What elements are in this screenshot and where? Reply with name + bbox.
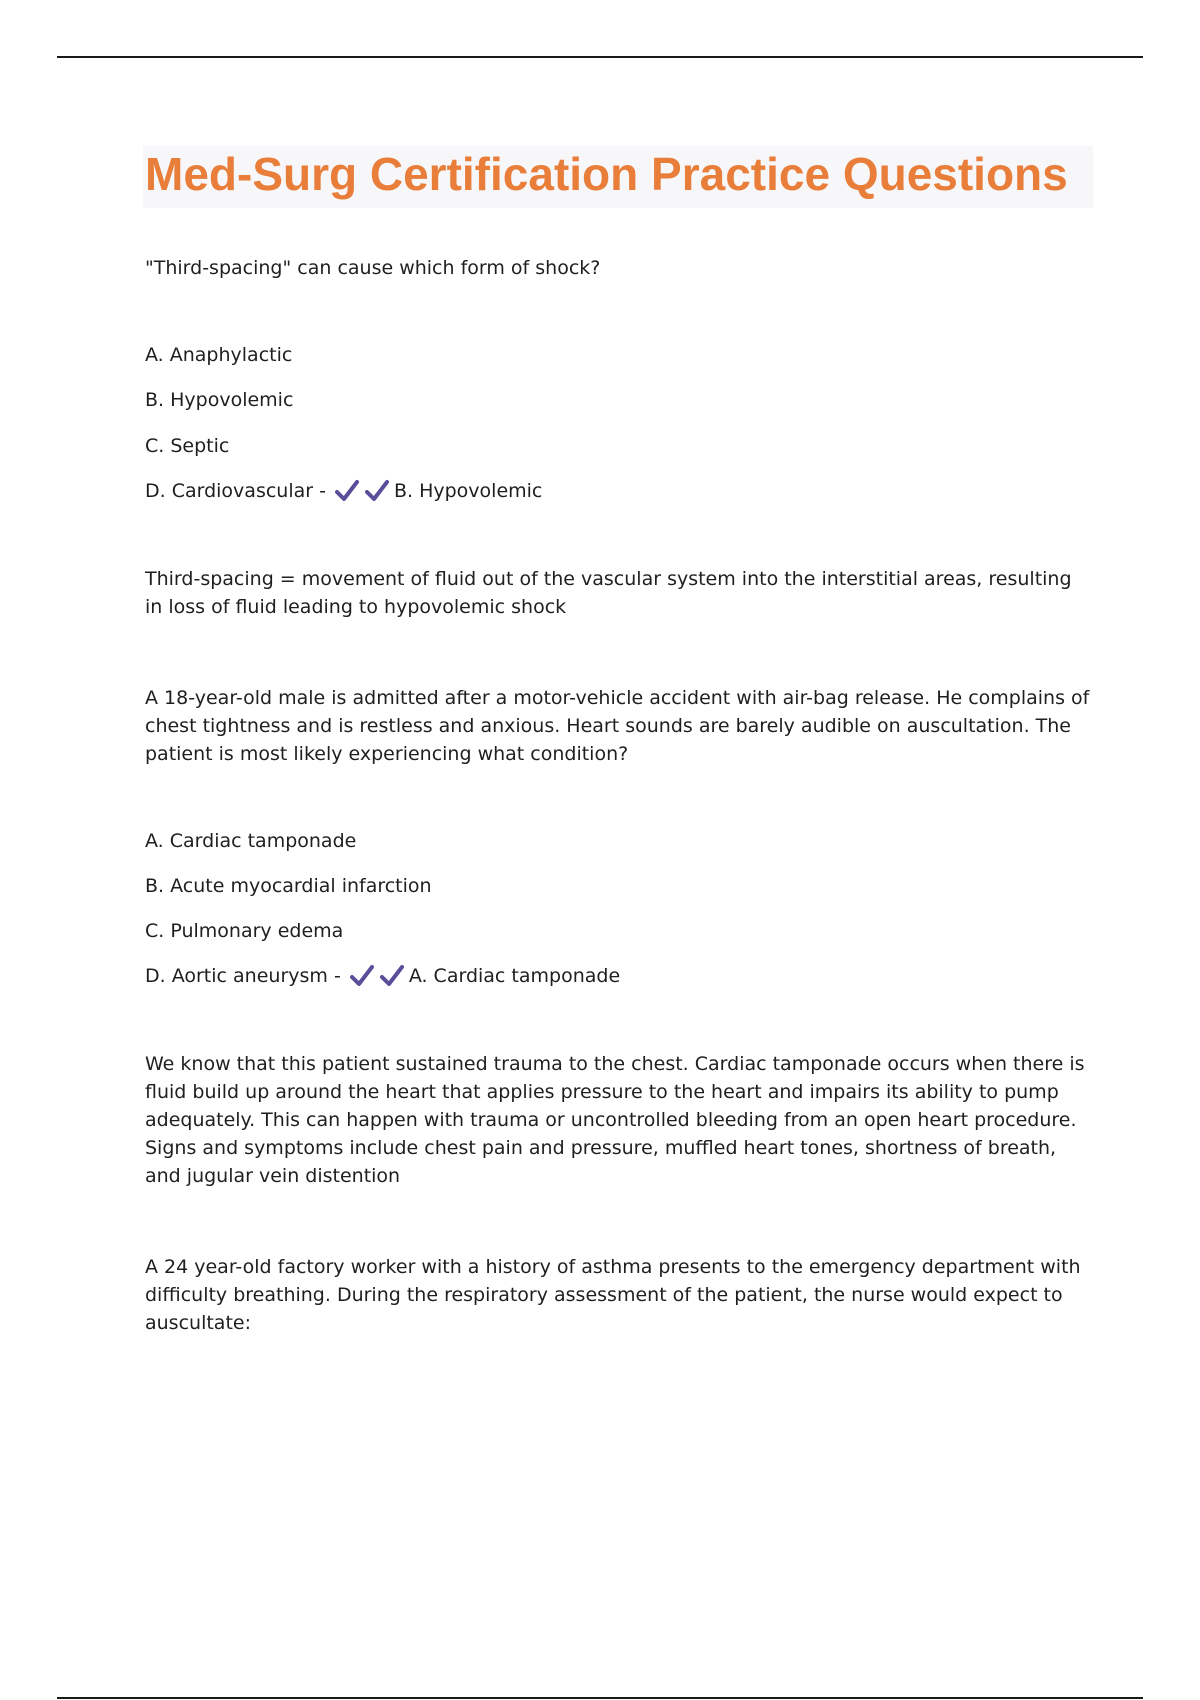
option-d: D. Aortic aneurysm - (145, 965, 341, 987)
options-list (145, 341, 1093, 505)
option-d: D. Cardiovascular - (145, 480, 326, 502)
question-text: "Third-spacing" can cause which form of shock? (145, 257, 601, 279)
question-block-1 (145, 254, 1093, 621)
option-d-with-answer (145, 962, 1093, 990)
top-rule (57, 56, 1143, 58)
explanation-text: Third-spacing = movement of fluid out of the vascular system into the interstitial areas, resulting in loss of fluid leading to hypovolemic shock (145, 568, 1072, 618)
correct-answer: A. Cardiac tamponade (408, 965, 621, 987)
option-a: A. Anaphylactic (145, 344, 293, 366)
question-text: A 24 year-old factory worker with a history of asthma presents to the emergency department with difficulty breathing. During the respiratory assessment of the patient, the nurse would expect to auscultate: (145, 1256, 1081, 1334)
option-c: C. Pulmonary edema (145, 920, 344, 942)
option-a: A. Cardiac tamponade (145, 830, 357, 852)
check-icon (334, 479, 364, 503)
options-list (145, 827, 1093, 990)
question-block-2 (145, 684, 1093, 1190)
correct-answer: B. Hypovolemic (393, 480, 543, 502)
question-text: A 18-year-old male is admitted after a motor-vehicle accident with air-bag release. He complains of chest tightness and is restless and anxious. Heart sounds are barely audible on auscultation. The patient is most likely experiencing what condition? (145, 687, 1090, 765)
question-block-3 (145, 1253, 1093, 1337)
explanation-text: We know that this patient sustained trauma to the chest. Cardiac tamponade occurs when there is fluid build up around the heart that applies pressure to the heart and impairs its ability to pump adequately. This can happen with trauma or uncontrolled bleeding from an open heart procedure. Signs and symptoms include chest pain and pressure, muffled heart tones, shortness of breath, and jugular vein distention (145, 1053, 1085, 1187)
bottom-rule (57, 1697, 1143, 1699)
check-icon (379, 964, 409, 988)
option-b: B. Acute myocardial infarction (145, 875, 432, 897)
option-b: B. Hypovolemic (145, 389, 294, 411)
page-title: Med-Surg Certification Practice Questions (145, 148, 1068, 200)
option-d-with-answer (145, 477, 1093, 505)
title-band (143, 146, 1093, 208)
check-icon (364, 479, 394, 503)
document-body (145, 146, 1093, 1337)
option-c: C. Septic (145, 435, 230, 457)
check-icon (349, 964, 379, 988)
